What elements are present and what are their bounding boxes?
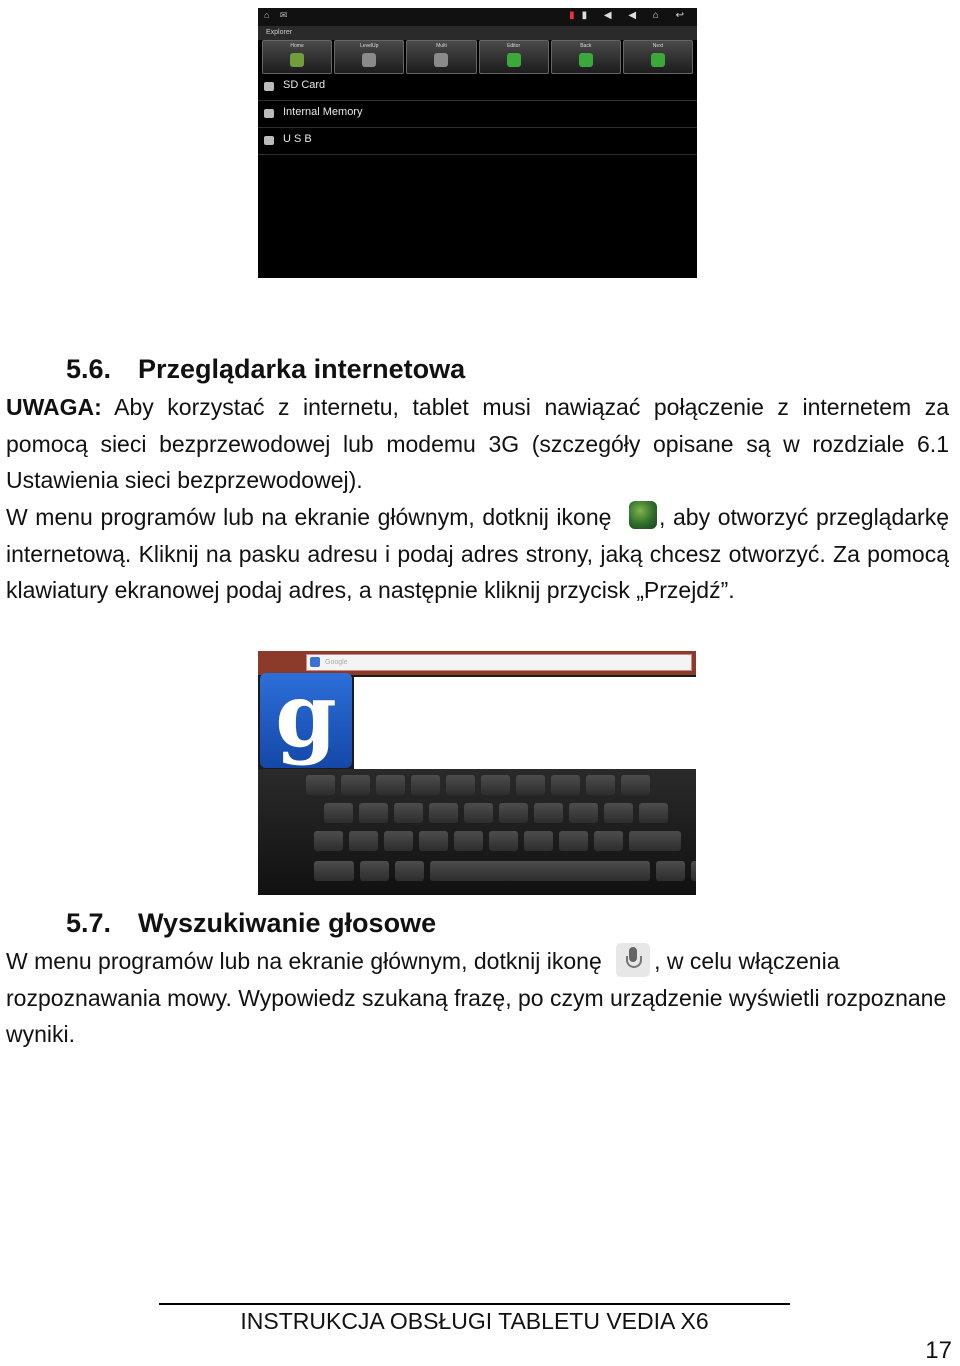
key[interactable] — [551, 775, 580, 795]
key[interactable] — [411, 775, 440, 795]
home-icon — [290, 53, 304, 67]
page-number: 17 — [925, 1337, 952, 1364]
storage-list — [258, 74, 697, 155]
footer-title: INSTRUKCJA OBSŁUGI TABLETU VEDIA X6 — [240, 1308, 709, 1334]
keyboard-row — [314, 861, 696, 881]
toolbar-button-multi[interactable] — [406, 40, 476, 74]
browser-screenshot — [258, 651, 696, 895]
multi-icon — [434, 53, 448, 67]
key[interactable] — [394, 803, 423, 823]
toolbar-button-label: Home — [290, 43, 304, 49]
section-number: 5.6. — [66, 354, 112, 384]
key[interactable] — [429, 803, 458, 823]
keyboard-row — [314, 831, 681, 851]
section-title: Przeglądarka internetowa — [138, 354, 466, 384]
back-icon — [579, 53, 593, 67]
browser-instructions — [6, 499, 949, 609]
editor-icon — [507, 53, 521, 67]
backspace-key[interactable] — [639, 803, 668, 823]
notification-icons: ⌂ ✉ — [264, 10, 292, 20]
shift-key[interactable] — [314, 831, 343, 851]
toolbar-button-label: LevelUp — [360, 43, 379, 49]
storage-item[interactable] — [258, 74, 697, 101]
instructions-end: , aby otworzyć przeglądarkę internetową. Kliknij na pasku adresu i podaj adres strony, jaką chcesz otworzyć. Za pomocą klawiatury ekranowej podaj adres, a następnie kliknij przycisk „Przejdź”. — [6, 504, 949, 603]
toolbar-button-editor[interactable] — [479, 40, 549, 74]
levelup-icon — [362, 53, 376, 67]
key[interactable] — [464, 803, 493, 823]
browser-globe-icon — [629, 501, 657, 529]
keyboard-row — [306, 775, 650, 795]
sd-card-icon — [264, 82, 274, 91]
instructions-start: W menu programów lub na ekranie głównym, dotknij ikonę — [6, 948, 609, 974]
storage-item[interactable] — [258, 128, 697, 155]
note-text: Aby korzystać z internetu, tablet musi nawiązać połączenie z internetem za pomocą sieci bezprzewodowej lub modemu 3G (szczegóły opisane są w rozdziale 6.1 Ustawienia sieci bezprzewodowej). — [6, 394, 949, 493]
key[interactable] — [349, 831, 378, 851]
on-screen-keyboard — [258, 769, 696, 895]
key[interactable] — [419, 831, 448, 851]
address-bar[interactable]: Google — [306, 654, 692, 671]
key[interactable] — [481, 775, 510, 795]
key[interactable] — [586, 775, 615, 795]
key[interactable] — [691, 861, 696, 881]
toolbar-button-back[interactable] — [551, 40, 621, 74]
key[interactable] — [594, 831, 623, 851]
storage-item-label: SD Card — [283, 79, 326, 91]
space-key[interactable] — [430, 861, 650, 881]
storage-item-label: U S B — [283, 133, 312, 145]
key[interactable] — [499, 803, 528, 823]
key[interactable] — [376, 775, 405, 795]
google-logo-icon — [260, 663, 352, 768]
explorer-screenshot — [258, 8, 697, 278]
key[interactable] — [360, 861, 389, 881]
google-logo-letter: g — [275, 663, 337, 767]
microphone-icon — [616, 943, 650, 977]
key[interactable] — [604, 803, 633, 823]
key[interactable] — [524, 831, 553, 851]
toolbar-button-label: Multi — [436, 43, 447, 49]
keyboard-row — [324, 803, 668, 823]
key[interactable] — [324, 803, 353, 823]
toolbar-button-home[interactable] — [262, 40, 332, 74]
key[interactable] — [621, 775, 650, 795]
key[interactable] — [489, 831, 518, 851]
drive-icon — [264, 109, 274, 118]
drive-icon — [264, 136, 274, 145]
status-bar — [258, 8, 697, 26]
instructions-end: , w celu włączenia rozpoznawania mowy. Wypowiedz szukaną frazę, po czym urządzenie wyświetli rozpoznane wyniki. — [6, 948, 947, 1047]
toolbar-button-levelup[interactable] — [334, 40, 404, 74]
voice-search-instructions — [6, 943, 949, 1053]
next-icon — [651, 53, 665, 67]
web-page-area — [354, 677, 696, 769]
footer-divider — [159, 1303, 790, 1305]
system-icons: ▮▮ ◀ ◀ ⌂ ↩ — [569, 10, 691, 21]
key[interactable] — [359, 803, 388, 823]
storage-item[interactable] — [258, 101, 697, 128]
key[interactable] — [516, 775, 545, 795]
key[interactable] — [306, 775, 335, 795]
toolbar-button-next[interactable] — [623, 40, 693, 74]
enter-key[interactable] — [629, 831, 681, 851]
key[interactable] — [656, 861, 685, 881]
section-heading-5-6 — [66, 353, 465, 385]
key[interactable] — [384, 831, 413, 851]
instructions-start: W menu programów lub na ekranie głównym, dotknij ikonę — [6, 504, 620, 530]
explorer-title: Explorer — [258, 26, 697, 40]
note-paragraph — [6, 389, 949, 499]
toolbar-button-label: Back — [580, 43, 592, 49]
key[interactable] — [569, 803, 598, 823]
key[interactable] — [534, 803, 563, 823]
storage-item-label: Internal Memory — [283, 106, 363, 118]
key[interactable] — [454, 831, 483, 851]
explorer-toolbar — [262, 40, 693, 74]
note-label: UWAGA: — [6, 394, 102, 420]
section-title: Wyszukiwanie głosowe — [138, 908, 437, 938]
section-number: 5.7. — [66, 908, 112, 938]
toolbar-button-label: Editor — [507, 43, 521, 49]
mic-key[interactable] — [395, 861, 424, 881]
key[interactable] — [341, 775, 370, 795]
section-heading-5-7 — [66, 907, 436, 939]
key[interactable] — [559, 831, 588, 851]
symbols-key[interactable] — [314, 861, 354, 881]
key[interactable] — [446, 775, 475, 795]
toolbar-button-label: Next — [652, 43, 664, 49]
